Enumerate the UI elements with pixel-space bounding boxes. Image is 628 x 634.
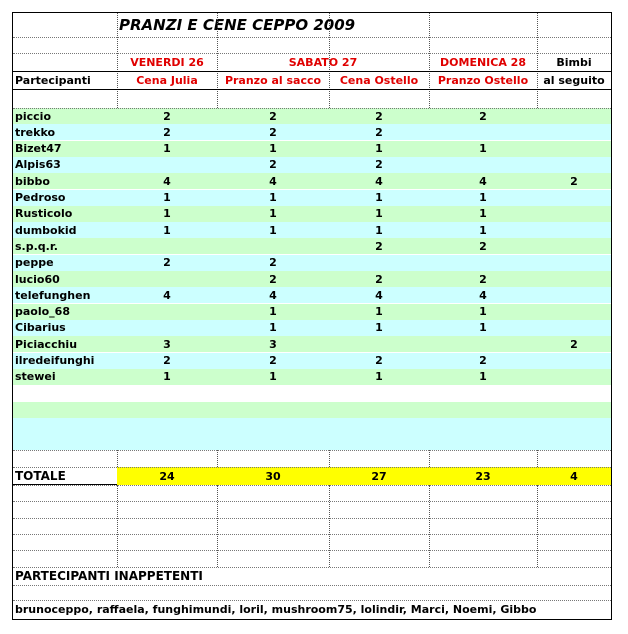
count-pranzo-ostello: 2 — [479, 272, 487, 286]
count-pranzo-sacco: 2 — [269, 158, 277, 172]
grid-vline — [537, 450, 538, 467]
participant-name: paolo_68 — [15, 305, 70, 319]
grid-vline — [329, 13, 330, 108]
count-cena-ostello — [329, 255, 429, 271]
table-row — [13, 206, 611, 222]
count-pranzo-ostello: 4 — [479, 174, 487, 188]
day-header-sunday: DOMENICA 28 — [440, 55, 526, 69]
count-cena-julia — [117, 304, 217, 320]
count-cena-ostello: 2 — [375, 109, 383, 123]
grid-vline — [117, 450, 118, 467]
grid-hline — [13, 89, 611, 90]
count-pranzo-ostello: 4 — [479, 288, 487, 302]
table-row — [13, 190, 611, 206]
table-row — [13, 157, 611, 173]
count-cena-ostello: 1 — [375, 223, 383, 237]
count-cena-ostello: 2 — [375, 158, 383, 172]
count-pranzo-sacco: 2 — [269, 125, 277, 139]
count-cena-ostello: 1 — [375, 207, 383, 221]
table-row — [13, 271, 611, 287]
count-cena-julia: 1 — [163, 191, 171, 204]
count-pranzo-sacco: 1 — [269, 321, 277, 335]
count-kids — [537, 222, 611, 238]
count-pranzo-sacco: 2 — [269, 272, 277, 286]
grid-vline — [429, 450, 430, 467]
count-pranzo-ostello: 1 — [479, 191, 487, 204]
count-cena-julia: 4 — [163, 288, 171, 302]
participant-name: trekko — [15, 125, 56, 139]
participant-name: piccio — [15, 109, 52, 123]
count-kids: 2 — [570, 174, 578, 188]
table-row — [13, 255, 611, 271]
grid-vline — [537, 13, 538, 108]
count-cena-ostello — [329, 336, 429, 352]
count-cena-julia: 2 — [163, 256, 171, 270]
col-header-pranzo-ostello: Pranzo Ostello — [437, 73, 529, 87]
count-pranzo-sacco: 2 — [269, 256, 277, 270]
participant-name: lucio60 — [15, 272, 60, 286]
grid-hline — [13, 485, 611, 486]
table-row — [13, 353, 611, 369]
grid-hline — [13, 567, 611, 568]
count-cena-julia: 1 — [163, 370, 171, 384]
table-row — [13, 369, 611, 385]
table-row — [13, 287, 611, 303]
count-kids — [537, 271, 611, 287]
count-pranzo-ostello: 2 — [479, 109, 487, 123]
day-header-row — [13, 53, 611, 71]
count-pranzo-ostello: 1 — [479, 207, 487, 221]
participant-name: Rusticolo — [15, 207, 73, 221]
grid-vline — [429, 13, 430, 108]
table-row — [13, 222, 611, 238]
grid-vline — [117, 13, 118, 108]
grid-vline — [329, 450, 330, 467]
inappetenti-label-row — [13, 567, 611, 585]
count-cena-ostello: 1 — [375, 321, 383, 335]
day-header-saturday: SABATO 27 — [288, 55, 358, 69]
grid-hline — [13, 585, 611, 586]
table-row — [13, 124, 611, 140]
count-pranzo-sacco: 2 — [269, 354, 277, 367]
count-cena-ostello: 1 — [375, 370, 383, 384]
count-pranzo-sacco: 1 — [269, 142, 277, 156]
count-cena-ostello: 2 — [375, 239, 383, 253]
count-cena-julia — [117, 238, 217, 254]
table-row — [13, 173, 611, 189]
count-cena-ostello: 2 — [375, 272, 383, 286]
count-kids — [537, 124, 611, 140]
participant-name: Piciacchiu — [15, 337, 78, 351]
count-pranzo-sacco: 4 — [269, 288, 277, 302]
count-pranzo-sacco: 2 — [269, 109, 277, 123]
participant-name: dumbokid — [15, 223, 77, 237]
count-kids — [537, 206, 611, 222]
participant-name: s.p.q.r. — [15, 239, 58, 253]
total-cena-ostello: 27 — [329, 467, 429, 485]
grid-hline — [13, 71, 611, 72]
count-cena-ostello: 1 — [375, 191, 383, 204]
count-kids — [537, 255, 611, 271]
count-pranzo-sacco: 1 — [269, 223, 277, 237]
count-pranzo-ostello: 1 — [479, 223, 487, 237]
table-row — [13, 320, 611, 336]
totals-label: TOTALE — [13, 467, 117, 485]
grid-hline — [13, 534, 611, 535]
count-pranzo-ostello: 1 — [479, 321, 487, 335]
grid-hline — [13, 518, 611, 519]
total-kids: 4 — [537, 467, 611, 485]
participant-name: Pedroso — [15, 191, 66, 204]
count-cena-ostello: 1 — [375, 142, 383, 156]
grid-hline — [13, 550, 611, 551]
participant-name: telefunghen — [15, 288, 91, 302]
day-header-friday: VENERDI 26 — [130, 55, 204, 69]
count-pranzo-sacco: 4 — [269, 174, 277, 188]
count-cena-ostello: 1 — [375, 305, 383, 319]
count-cena-ostello: 2 — [375, 125, 383, 139]
count-kids — [537, 369, 611, 385]
count-pranzo-sacco: 1 — [269, 370, 277, 384]
total-cena-julia: 24 — [117, 467, 217, 485]
count-kids — [537, 190, 611, 206]
column-header-row — [13, 71, 611, 89]
count-pranzo-sacco — [217, 238, 329, 254]
participant-name: bibbo — [15, 174, 50, 188]
count-pranzo-ostello: 1 — [479, 305, 487, 319]
grid-hline — [13, 37, 611, 38]
count-pranzo-sacco: 1 — [269, 191, 277, 204]
empty-row — [13, 402, 611, 418]
count-kids — [537, 304, 611, 320]
grid-vline — [537, 485, 538, 567]
participant-name: ilredeifunghi — [15, 354, 95, 367]
grid-hline — [13, 600, 611, 601]
participant-name: Bizet47 — [15, 142, 62, 156]
count-cena-julia: 2 — [163, 125, 171, 139]
participant-name: stewei — [15, 370, 56, 384]
col-header-cena-julia: Cena Julia — [136, 73, 198, 87]
count-pranzo-ostello — [429, 157, 537, 173]
count-cena-ostello: 2 — [375, 354, 383, 367]
table-row — [13, 304, 611, 320]
count-pranzo-ostello: 1 — [479, 370, 487, 384]
participant-name: Cibarius — [15, 321, 66, 335]
count-pranzo-sacco: 3 — [269, 337, 277, 351]
count-cena-ostello: 4 — [375, 288, 383, 302]
count-pranzo-ostello — [429, 255, 537, 271]
grid-vline — [117, 485, 118, 567]
count-kids — [537, 353, 611, 369]
day-header-kids: Bimbi — [556, 55, 592, 69]
count-cena-julia — [117, 320, 217, 336]
count-pranzo-ostello — [429, 124, 537, 140]
grid-hline — [13, 501, 611, 502]
empty-row — [13, 434, 611, 450]
count-pranzo-ostello: 2 — [479, 239, 487, 253]
grid-hline — [13, 450, 611, 451]
grid-vline — [217, 13, 218, 108]
inappetenti-names: brunoceppo, raffaela, funghimundi, loril, mushroom75, lolindir, Marci, Noemi, Gibbo — [15, 602, 537, 616]
spreadsheet-frame — [12, 12, 612, 620]
table-row — [13, 238, 611, 254]
table-row — [13, 336, 611, 352]
empty-row — [13, 418, 611, 434]
grid-hline — [13, 53, 611, 54]
totals-row — [13, 467, 611, 485]
inappetenti-names-row — [13, 600, 611, 618]
grid-vline — [329, 485, 330, 567]
inappetenti-label: PARTECIPANTI INAPPETENTI — [15, 569, 203, 583]
count-kids: 2 — [570, 337, 578, 351]
col-header-pranzo-sacco: Pranzo al sacco — [224, 73, 322, 87]
page-title: PRANZI E CENE CEPPO 2009 — [119, 16, 356, 34]
count-cena-julia: 2 — [163, 354, 171, 367]
count-cena-julia: 1 — [163, 207, 171, 221]
col-header-cena-ostello: Cena Ostello — [339, 73, 419, 87]
grid-vline — [217, 450, 218, 467]
count-cena-julia: 3 — [163, 337, 171, 351]
count-cena-julia: 1 — [163, 142, 171, 156]
participant-name: Alpis63 — [15, 158, 61, 172]
total-pranzo-ostello: 23 — [429, 467, 537, 485]
count-cena-ostello: 4 — [375, 174, 383, 188]
table-row — [13, 141, 611, 157]
participant-name: peppe — [15, 256, 54, 270]
grid-hline — [13, 467, 611, 468]
count-cena-julia — [117, 157, 217, 173]
count-pranzo-sacco: 1 — [269, 207, 277, 221]
count-kids — [537, 108, 611, 124]
total-pranzo-sacco: 30 — [217, 467, 329, 485]
col-header-participants: Partecipanti — [15, 73, 91, 87]
count-pranzo-sacco: 1 — [269, 305, 277, 319]
count-pranzo-ostello: 1 — [479, 142, 487, 156]
count-kids — [537, 320, 611, 336]
count-kids — [537, 287, 611, 303]
count-kids — [537, 157, 611, 173]
count-kids — [537, 141, 611, 157]
grid-vline — [429, 485, 430, 567]
count-kids — [537, 238, 611, 254]
count-cena-julia — [117, 271, 217, 287]
count-pranzo-ostello: 2 — [479, 354, 487, 367]
table-row — [13, 108, 611, 124]
count-cena-julia: 4 — [163, 174, 171, 188]
count-pranzo-ostello — [429, 336, 537, 352]
title-row — [13, 13, 611, 37]
grid-hline — [13, 108, 611, 109]
count-cena-julia: 2 — [163, 109, 171, 123]
count-cena-julia: 1 — [163, 223, 171, 237]
col-header-kids: al seguito — [543, 73, 605, 87]
grid-vline — [217, 485, 218, 567]
